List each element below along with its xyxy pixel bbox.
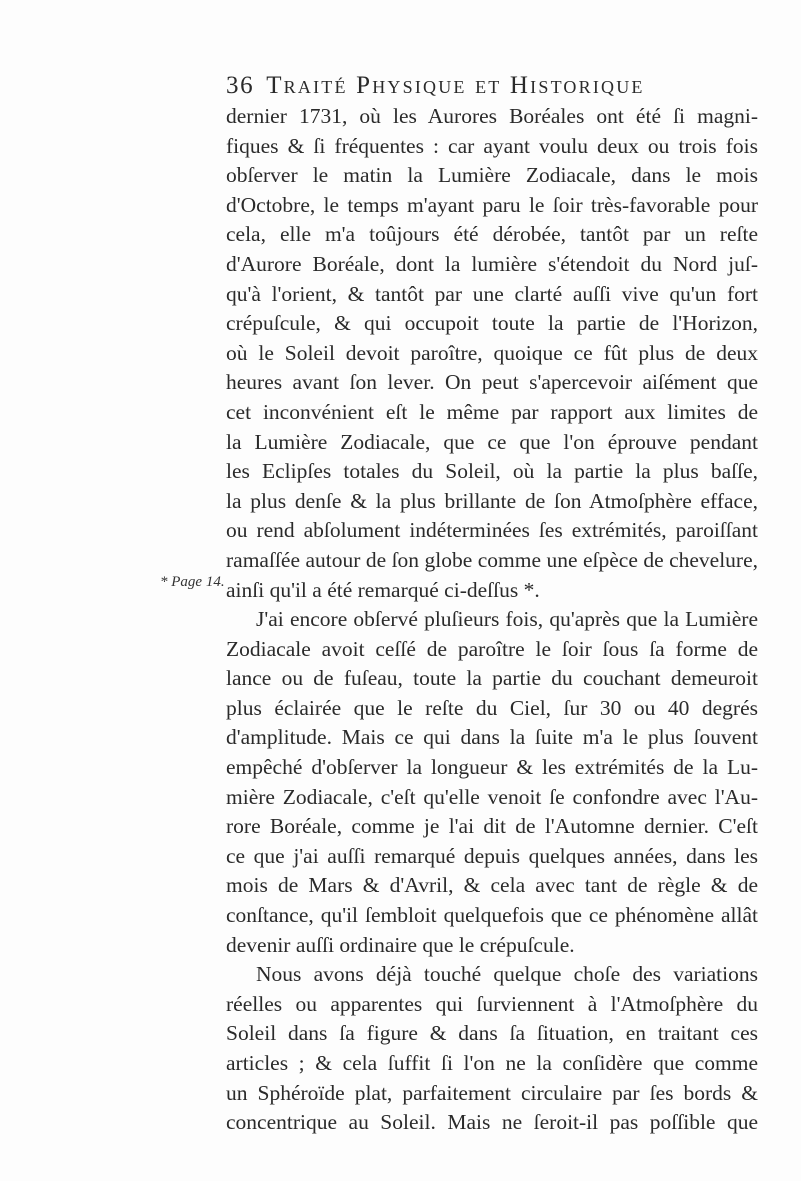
text-line: ramaſſée autour de ſon globe comme une eſpèce de chevelure, bbox=[226, 547, 758, 572]
text-line: dernier 1731, où les Aurores Boréales ont été ſi magni- bbox=[226, 104, 758, 128]
body-text bbox=[226, 102, 758, 1138]
text-line: la plus denſe & la plus brillante de ſon Atmoſphère efface, bbox=[226, 488, 758, 513]
text-line: où le Soleil devoit paroître, quoique ce fût plus de deux bbox=[226, 340, 758, 365]
text-line: cet inconvénient eſt le même par rapport aux limites de bbox=[226, 399, 758, 424]
text-line: empêché d'obſerver la longueur & les extrémités de la Lu- bbox=[226, 755, 758, 780]
margin-note: * Page 14. bbox=[160, 574, 225, 590]
text-line: J'ai encore obſervé pluſieurs fois, qu'après que la Lumière bbox=[256, 607, 758, 632]
text-line: obſerver le matin la Lumière Zodiacale, dans le mois bbox=[226, 163, 758, 188]
text-line: un Sphéroïde plat, parfaitement circulaire par ſes bords & bbox=[226, 1080, 758, 1105]
text-line: Zodiacale avoit ceſſé de paroître le ſoir ſous ſa forme de bbox=[226, 636, 758, 661]
text-line: fiques & ſi fréquentes : car ayant voulu deux ou trois fois bbox=[226, 133, 758, 158]
text-line: cela, elle m'a toûjours été dérobée, tantôt par un reſte bbox=[226, 222, 758, 247]
text-line: d'Octobre, le temps m'ayant paru le ſoir très-favorable pour bbox=[226, 192, 758, 217]
text-line: d'amplitude. Mais ce qui dans la ſuite m'a le plus ſouvent bbox=[226, 725, 758, 750]
text-line: heures avant ſon lever. On peut s'apercevoir aiſément que bbox=[226, 370, 758, 395]
text-line: ainſi qu'il a été remarqué ci-deſſus *. bbox=[226, 577, 540, 602]
text-line: conſtance, qu'il ſembloit quelquefois que ce phénomène allât bbox=[226, 903, 758, 928]
text-line: d'Aurore Boréale, dont la lumière s'étendoit du Nord juſ- bbox=[226, 251, 758, 276]
text-line: réelles ou apparentes qui ſurviennent à l'Atmoſphère du bbox=[226, 991, 758, 1016]
text-line: ce que j'ai auſſi remarqué depuis quelques années, dans les bbox=[226, 843, 758, 868]
text-line: Soleil dans ſa figure & dans ſa ſituation, en traitant ces bbox=[226, 1021, 758, 1046]
text-line: mois de Mars & d'Avril, & cela avec tant de règle & de bbox=[226, 873, 758, 898]
text-line: rore Boréale, comme je l'ai dit de l'Automne dernier. C'eſt bbox=[226, 814, 758, 839]
text-line: Nous avons déjà touché quelque choſe des variations bbox=[256, 962, 758, 987]
running-title: Traité Physique et Historique bbox=[266, 72, 645, 99]
text-line: crépuſcule, & qui occupoit toute la partie de l'Horizon, bbox=[226, 311, 758, 336]
page-number: 36 bbox=[226, 72, 255, 99]
running-header bbox=[226, 72, 756, 102]
text-line: lance ou de fuſeau, toute la partie du couchant demeuroit bbox=[226, 666, 758, 691]
text-line: plus éclairée que le reſte du Ciel, ſur 30 ou 40 degrés bbox=[226, 695, 758, 720]
text-line: ou rend abſolument indéterminées ſes extrémités, paroiſſant bbox=[226, 518, 758, 543]
text-line: la Lumière Zodiacale, que ce que l'on éprouve pendant bbox=[226, 429, 758, 454]
text-line: concentrique au Soleil. Mais ne ſeroit-il pas poſſible que bbox=[226, 1110, 758, 1135]
text-line: qu'à l'orient, & tantôt par une clarté auſſi vive qu'un fort bbox=[226, 281, 758, 306]
text-line: devenir auſſi ordinaire que le crépuſcule. bbox=[226, 932, 575, 957]
text-line: mière Zodiacale, c'eſt qu'elle venoit ſe confondre avec l'Au- bbox=[226, 784, 758, 809]
text-line: les Eclipſes totales du Soleil, où la partie la plus baſſe, bbox=[226, 459, 758, 484]
text-line: articles ; & cela ſuffit ſi l'on ne la conſidère que comme bbox=[226, 1051, 758, 1075]
